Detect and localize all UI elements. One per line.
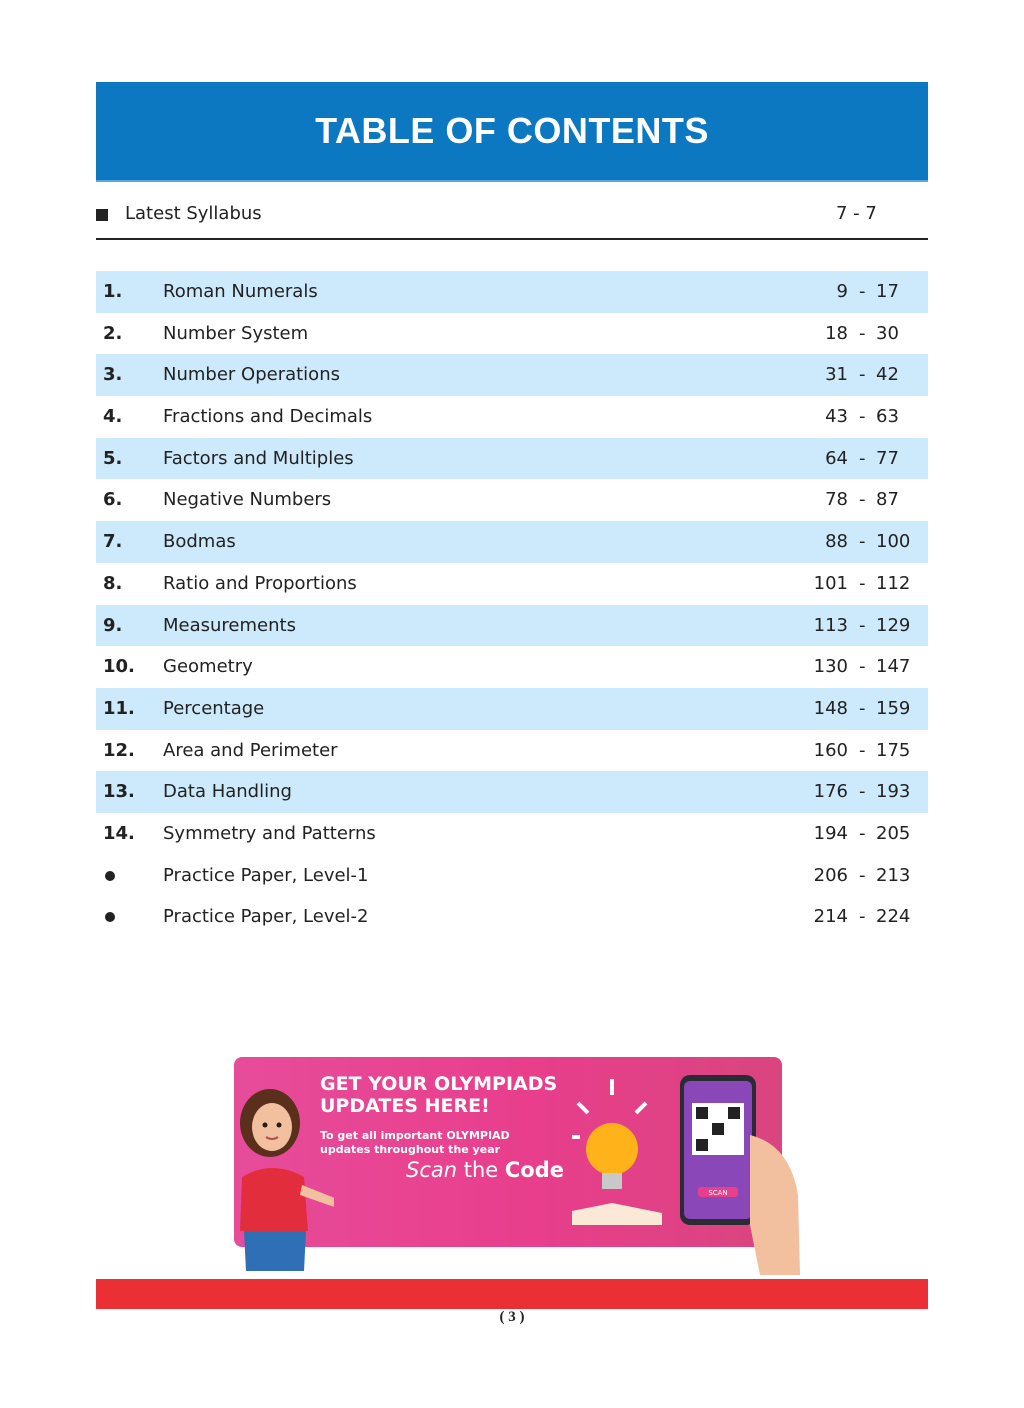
page-end: 213 xyxy=(876,864,911,886)
page-range-dash: - xyxy=(859,322,866,344)
toc-list xyxy=(96,271,928,938)
page-range-dash: - xyxy=(859,614,866,636)
chapter-number: 4. xyxy=(103,406,123,428)
page-range-dash: - xyxy=(859,364,866,386)
page-end: 129 xyxy=(876,614,911,636)
toc-row[interactable] xyxy=(96,896,928,938)
chapter-title: Roman Numerals xyxy=(163,281,318,302)
page-end: 224 xyxy=(876,906,911,928)
code-word: Code xyxy=(504,1158,565,1182)
chapter-number: 2. xyxy=(103,322,123,344)
syllabus-label: Latest Syllabus xyxy=(125,203,262,224)
page-end: 30 xyxy=(876,322,899,344)
promo-banner[interactable] xyxy=(234,1057,782,1247)
page-end: 100 xyxy=(876,531,911,553)
page-end: 159 xyxy=(876,697,911,719)
syllabus-pages: 7 - 7 xyxy=(836,203,877,224)
toc-row[interactable] xyxy=(96,521,928,563)
page-start: 101 xyxy=(813,572,848,594)
page-range-dash: - xyxy=(859,406,866,428)
chapter-number: 11. xyxy=(103,697,135,719)
bullet-icon xyxy=(105,912,115,922)
page-start: 88 xyxy=(825,531,848,553)
page-start: 194 xyxy=(813,822,848,844)
chapter-number: 14. xyxy=(103,822,135,844)
toc-row[interactable] xyxy=(96,646,928,688)
chapter-number: 10. xyxy=(103,656,135,678)
page-start: 214 xyxy=(813,906,848,928)
page-start: 160 xyxy=(813,739,848,761)
chapter-number: 6. xyxy=(103,489,123,511)
lightbulb-book-icon xyxy=(572,1075,662,1225)
chapter-title: Percentage xyxy=(163,697,265,719)
page-range-dash: - xyxy=(859,656,866,678)
chapter-number: 12. xyxy=(103,739,135,761)
toc-row[interactable] xyxy=(96,605,928,647)
scan-mid-word: the xyxy=(457,1158,505,1182)
page-end: 147 xyxy=(876,656,911,678)
banner-headline-line2: UPDATES HERE! xyxy=(320,1095,490,1117)
page-end: 77 xyxy=(876,447,899,469)
toc-row[interactable] xyxy=(96,438,928,480)
syllabus-row[interactable] xyxy=(96,198,928,240)
girl-illustration-icon xyxy=(222,1081,334,1271)
page-range-dash: - xyxy=(859,906,866,928)
phone-scan-button: SCAN xyxy=(708,1189,728,1197)
chapter-number: 8. xyxy=(103,572,123,594)
page-end: 42 xyxy=(876,364,899,386)
scan-the-code-text xyxy=(406,1158,564,1182)
chapter-title: Geometry xyxy=(163,656,253,678)
bullet-icon xyxy=(105,871,115,881)
page-range-dash: - xyxy=(859,447,866,469)
page-start: 113 xyxy=(813,614,848,636)
scan-word: Scan xyxy=(406,1158,458,1182)
chapter-title: Symmetry and Patterns xyxy=(163,822,376,844)
chapter-title: Fractions and Decimals xyxy=(163,406,373,428)
page-end: 63 xyxy=(876,406,899,428)
chapter-title: Factors and Multiples xyxy=(163,447,354,469)
toc-header xyxy=(96,82,928,182)
chapter-number: 1. xyxy=(103,281,123,302)
chapter-title: Measurements xyxy=(163,614,296,636)
chapter-title: Practice Paper, Level-1 xyxy=(163,864,369,886)
page-range-dash: - xyxy=(859,739,866,761)
page-range-dash: - xyxy=(859,489,866,511)
toc-row[interactable] xyxy=(96,354,928,396)
page-range-dash: - xyxy=(859,697,866,719)
banner-headline xyxy=(320,1073,557,1117)
chapter-number: 9. xyxy=(103,614,123,636)
toc-row[interactable] xyxy=(96,688,928,730)
chapter-title: Number System xyxy=(163,322,309,344)
chapter-number: 7. xyxy=(103,531,123,553)
footer-bar xyxy=(96,1279,928,1309)
page-start: 148 xyxy=(813,697,848,719)
page-start: 31 xyxy=(825,364,848,386)
page-title: TABLE OF CONTENTS xyxy=(315,110,709,151)
banner-headline-line1: GET YOUR OLYMPIADS xyxy=(320,1073,558,1095)
chapter-number: 5. xyxy=(103,447,123,469)
chapter-number: 3. xyxy=(103,364,123,386)
toc-row[interactable] xyxy=(96,771,928,813)
page-start: 9 xyxy=(836,281,848,302)
page-start: 64 xyxy=(825,447,848,469)
page-start: 18 xyxy=(825,322,848,344)
page-number: ( 3 ) xyxy=(499,1309,525,1325)
page-range-dash: - xyxy=(859,531,866,553)
page-start: 130 xyxy=(813,656,848,678)
page-start: 176 xyxy=(813,781,848,803)
banner-subtext xyxy=(320,1129,510,1157)
chapter-title: Practice Paper, Level-2 xyxy=(163,906,369,928)
toc-row[interactable] xyxy=(96,479,928,521)
page-range-dash: - xyxy=(859,864,866,886)
square-bullet-icon xyxy=(96,209,108,221)
toc-row[interactable] xyxy=(96,730,928,772)
page-range-dash: - xyxy=(859,781,866,803)
banner-sub-line2: updates throughout the year xyxy=(320,1143,501,1156)
toc-row[interactable] xyxy=(96,396,928,438)
page-start: 206 xyxy=(813,864,848,886)
chapter-title: Negative Numbers xyxy=(163,489,332,511)
chapter-title: Area and Perimeter xyxy=(163,739,338,761)
banner-sub-line1: To get all important OLYMPIAD xyxy=(320,1129,510,1142)
page-range-dash: - xyxy=(859,281,866,302)
toc-row[interactable] xyxy=(96,813,928,855)
page-end: 205 xyxy=(876,822,911,844)
chapter-title: Data Handling xyxy=(163,781,292,803)
page-end: 193 xyxy=(876,781,911,803)
chapter-title: Number Operations xyxy=(163,364,340,386)
toc-row[interactable] xyxy=(96,313,928,355)
chapter-number: 13. xyxy=(103,781,135,803)
toc-row[interactable] xyxy=(96,855,928,897)
page-end: 175 xyxy=(876,739,911,761)
toc-row[interactable] xyxy=(96,271,928,313)
page-end: 17 xyxy=(876,281,899,302)
chapter-title: Bodmas xyxy=(163,531,236,553)
page-range-dash: - xyxy=(859,572,866,594)
page-end: 87 xyxy=(876,489,899,511)
page-end: 112 xyxy=(876,572,911,594)
toc-row[interactable] xyxy=(96,563,928,605)
chapter-title: Ratio and Proportions xyxy=(163,572,357,594)
page-range-dash: - xyxy=(859,822,866,844)
phone-qr-icon xyxy=(680,1075,800,1275)
page-start: 43 xyxy=(825,406,848,428)
page-start: 78 xyxy=(825,489,848,511)
